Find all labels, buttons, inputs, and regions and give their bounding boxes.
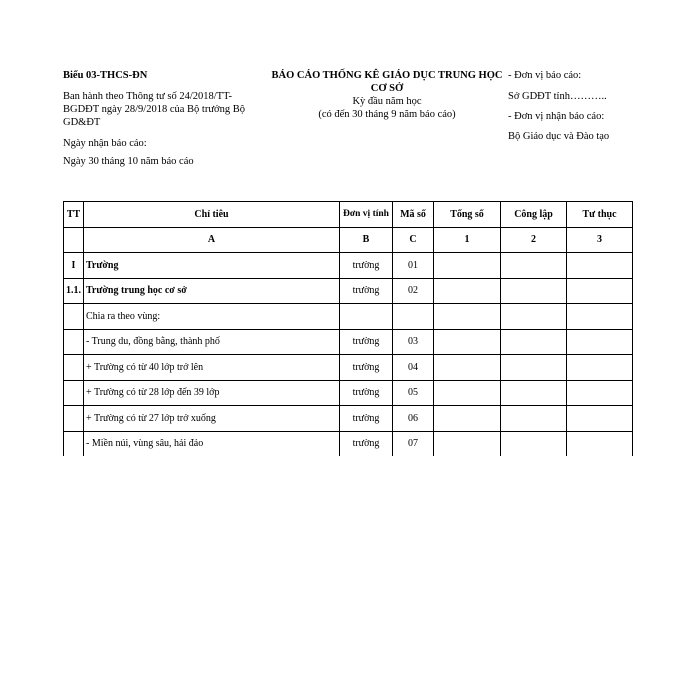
cell-tt [64, 406, 84, 432]
cell-code: 05 [393, 380, 434, 406]
table-header-row [64, 202, 633, 228]
cell-total [434, 355, 501, 381]
cell-total [434, 253, 501, 279]
cell-code: 04 [393, 355, 434, 381]
report-period-note: (có đến 30 tháng 9 năm báo cáo) [318, 109, 456, 120]
report-period: Kỳ đầu năm học [352, 96, 422, 107]
table-row [64, 380, 633, 406]
issued-by-line-3: GD&ĐT [63, 117, 101, 128]
cell-private [567, 329, 633, 355]
cell-unit: trường [340, 406, 393, 432]
cell-public [501, 278, 567, 304]
table-row [64, 431, 633, 456]
col-header-tt: TT [64, 202, 84, 228]
cell-tt [64, 431, 84, 456]
cell-private [567, 406, 633, 432]
receiving-unit-value: Bộ Giáo dục và Đào tạo [508, 131, 610, 142]
cell-code: 07 [393, 431, 434, 456]
col-header-code: Mã số [393, 202, 434, 228]
table-row [64, 253, 633, 279]
cell-indicator: + Trường có từ 28 lớp đến 39 lớp [84, 380, 340, 406]
cell-total [434, 431, 501, 456]
cell-public [501, 431, 567, 456]
table-body [64, 253, 633, 457]
cell-unit: trường [340, 253, 393, 279]
col-code-public: 2 [501, 227, 567, 253]
col-code-total: 1 [434, 227, 501, 253]
col-code-indicator: A [84, 227, 340, 253]
cell-private [567, 380, 633, 406]
cell-private [567, 253, 633, 279]
col-header-total: Tổng số [434, 202, 501, 228]
issued-by-line-2: BGDĐT ngày 28/9/2018 của Bộ trưởng Bộ [63, 104, 245, 115]
cell-public [501, 253, 567, 279]
cell-unit: trường [340, 329, 393, 355]
cell-total [434, 278, 501, 304]
cell-tt [64, 380, 84, 406]
reporting-unit-label: - Đơn vị báo cáo: [508, 70, 582, 81]
reporting-unit-value: Sở GDĐT tỉnh……….. [508, 91, 607, 102]
cell-tt: 1.1. [64, 278, 84, 304]
cell-total [434, 304, 501, 330]
cell-code: 02 [393, 278, 434, 304]
cell-indicator: Trường [84, 253, 340, 279]
cell-tt: I [64, 253, 84, 279]
cell-total [434, 406, 501, 432]
col-code-private: 3 [567, 227, 633, 253]
statistics-table [63, 201, 633, 456]
col-code-code: C [393, 227, 434, 253]
cell-indicator: Trường trung học cơ sở [84, 278, 340, 304]
cell-public [501, 355, 567, 381]
table-row [64, 304, 633, 330]
cell-unit: trường [340, 380, 393, 406]
table-row [64, 329, 633, 355]
receiving-unit-label: - Đơn vị nhận báo cáo: [508, 111, 605, 122]
cell-unit [340, 304, 393, 330]
cell-code: 06 [393, 406, 434, 432]
cell-public [501, 380, 567, 406]
table-row [64, 406, 633, 432]
cell-public [501, 406, 567, 432]
col-code-tt [64, 227, 84, 253]
table-row [64, 278, 633, 304]
col-header-private: Tư thục [567, 202, 633, 228]
cell-public [501, 304, 567, 330]
cell-public [501, 329, 567, 355]
report-title-line-1: BÁO CÁO THỐNG KÊ GIÁO DỤC TRUNG HỌC [271, 70, 503, 81]
cell-unit: trường [340, 431, 393, 456]
cell-indicator: + Trường có từ 27 lớp trở xuống [84, 406, 340, 432]
col-header-unit: Đơn vị tính [340, 202, 393, 228]
cell-total [434, 380, 501, 406]
cell-total [434, 329, 501, 355]
issued-by-line-1: Ban hành theo Thông tư số 24/2018/TT- [63, 91, 233, 102]
cell-tt [64, 355, 84, 381]
cell-code: 01 [393, 253, 434, 279]
cell-indicator: Chia ra theo vùng: [84, 304, 340, 330]
report-title-line-2: CƠ SỞ [370, 83, 404, 94]
received-date-value: Ngày 30 tháng 10 năm báo cáo [63, 156, 194, 167]
cell-private [567, 355, 633, 381]
cell-unit: trường [340, 355, 393, 381]
cell-private [567, 304, 633, 330]
cell-private [567, 431, 633, 456]
cell-tt [64, 329, 84, 355]
cell-code [393, 304, 434, 330]
cell-indicator: + Trường có từ 40 lớp trở lên [84, 355, 340, 381]
cell-indicator: - Miền núi, vùng sâu, hải đảo [84, 431, 340, 456]
cell-indicator: - Trung du, đồng bằng, thành phố [84, 329, 340, 355]
cell-code: 03 [393, 329, 434, 355]
received-date-label: Ngày nhận báo cáo: [63, 138, 147, 149]
table-code-row [64, 227, 633, 253]
col-header-public: Công lập [501, 202, 567, 228]
cell-tt [64, 304, 84, 330]
table-row [64, 355, 633, 381]
form-code: Biểu 03-THCS-ĐN [63, 70, 148, 81]
cell-private [567, 278, 633, 304]
col-header-indicator: Chỉ tiêu [84, 202, 340, 228]
col-code-unit: B [340, 227, 393, 253]
cell-unit: trường [340, 278, 393, 304]
